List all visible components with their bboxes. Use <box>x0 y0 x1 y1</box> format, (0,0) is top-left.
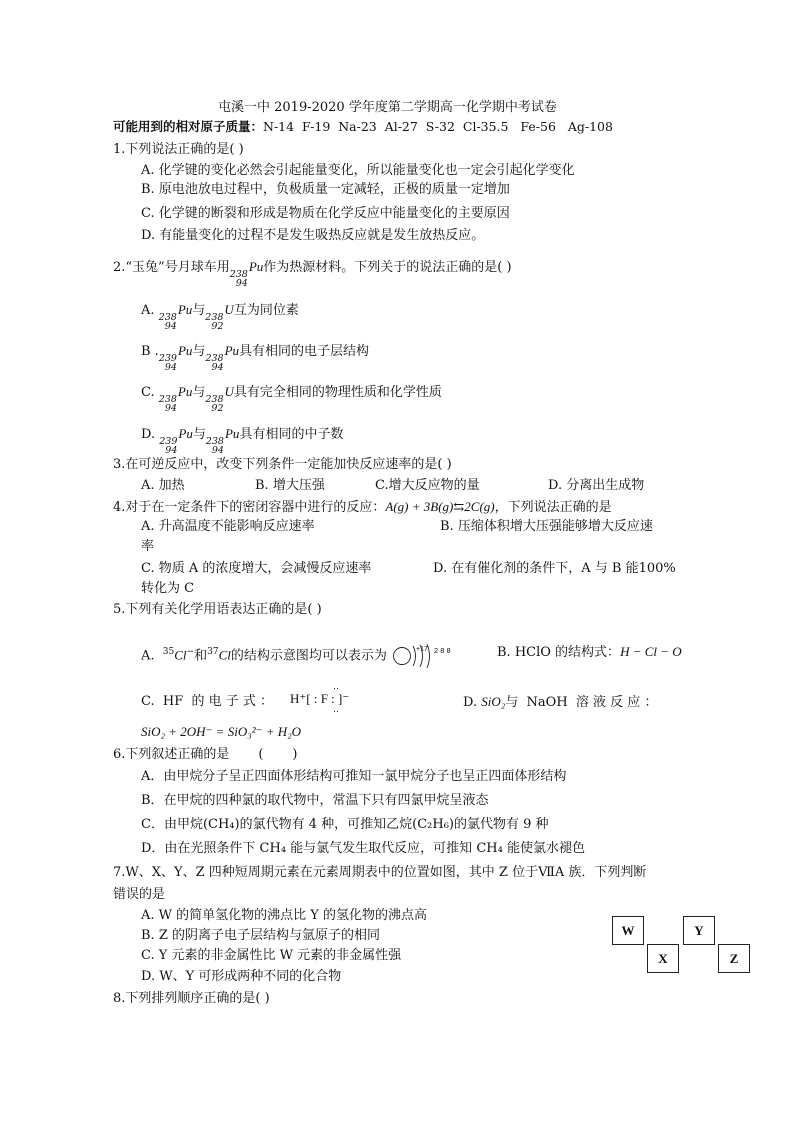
q6-stem: 6.下列叙述正确的是 ( ) <box>113 747 298 762</box>
q1-option-a: A. 化学键的变化必然会引起能量变化，所以能量变化也一定会引起化学变化 <box>141 163 575 178</box>
atom-shell-counts: 2 8 8 <box>434 646 451 655</box>
q7-option-b: B. Z 的阴离子电子层结构与氩原子的相同 <box>141 928 380 943</box>
q5-option-c: C. HF 的 电 子 式 ： <box>141 694 274 709</box>
q7-stem: 7.W、X、Y、Z 四种短周期元素在元素周期表中的位置如图，其中 Z 位于ⅦA 族．下列判断 <box>113 865 647 880</box>
atomic-mass-line <box>113 118 613 136</box>
q8-stem: 8.下列排列顺序正确的是( ) <box>113 991 270 1006</box>
q4-stem: 4.对于在一定条件下的密闭容器中进行的反应：A(g) + 3B(g)⇆2C(g)，下列说法正确的是 <box>113 499 612 515</box>
q7-option-c: C. Y 元素的非金属性比 W 元素的非金属性强 <box>141 948 402 963</box>
q2-stem <box>113 258 512 288</box>
q4-option-d-cont: 转化为 C <box>141 581 195 596</box>
q7-option-a: A. W 的简单氢化物的沸点比 Y 的氢化物的沸点高 <box>141 908 427 923</box>
pu238-isotope: 238 94 <box>229 269 248 289</box>
q2-stem-post: 作为热源材料。下列关于的说法正确的是( ) <box>263 260 512 275</box>
q1-option-c: C. 化学键的断裂和形成是物质在化学反应中能量变化的主要原因 <box>141 206 510 221</box>
q3-option-a: A. 加热 <box>141 478 185 493</box>
q7-stem-cont: 错误的是 <box>113 887 166 902</box>
pu-symbol: Pu <box>248 259 264 274</box>
q2-stem-pre: 2.“玉兔”号月球车用 <box>113 260 230 275</box>
q1-option-d: D. 有能量变化的过程不是发生吸热反应就是发生放热反应。 <box>141 228 485 243</box>
atomic-mass-values: N-14 F-19 Na-23 Al-27 S-32 Cl-35.5 Fe-56 Ag-108 <box>263 119 613 134</box>
q5-option-a: A. $^{35}$Cl−和$^{37}$Cl的结构示意图均可以表示为 <box>141 641 439 671</box>
atom-nucleus-label: +17 <box>416 646 428 653</box>
q5-stem: 5.下列有关化学用语表达正确的是( ) <box>113 602 322 617</box>
q4-option-d: D. 在有催化剂的条件下，A 与 B 能100% <box>433 561 676 576</box>
q4-option-a: A. 升高温度不能影响反应速率 <box>141 519 315 534</box>
q3-stem: 3.在可逆反应中，改变下列条件一定能加快反应速率的是( ) <box>113 457 452 472</box>
sio2-naoh-equation: SiO₂ + 2OH⁻ = SiO₃²⁻ + H₂O <box>141 724 302 739</box>
q6-option-c: C．由甲烷(CH₄)的氯代物有 4 种，可推知乙烷(C₂H₆)的氯代物有 9 种 <box>141 817 549 832</box>
q4-option-c: C. 物质 A 的浓度增大，会减慢反应速率 <box>141 561 372 576</box>
q5-option-b: B. HClO 的结构式：H − Cl − O <box>497 644 682 660</box>
q3-option-c: C.增大反应物的量 <box>375 478 480 493</box>
hclo-structural-formula: H − Cl − O <box>620 644 682 659</box>
q2-option-d: D. 239 94 Pu与 238 94 Pu具有相同的中子数 <box>141 426 344 456</box>
q5-option-d: D. SiO₂与 NaOH 溶 液 反 应 ： <box>463 694 658 710</box>
q4-option-b: B. 压缩体积增大压强能够增大反应速 <box>440 519 653 534</box>
periodic-cell-x: X <box>647 944 679 973</box>
q3-option-b: B. 增大压强 <box>255 478 325 493</box>
periodic-cell-y: Y <box>683 916 715 945</box>
atomic-mass-label: 可能用到的相对原子质量： <box>113 119 264 134</box>
q4-option-b-cont: 率 <box>141 539 155 554</box>
q6-option-a: A．由甲烷分子呈正四面体形结构可推知一氯甲烷分子也呈正四面体形结构 <box>141 769 567 784</box>
q6-option-d: D．由在光照条件下 CH₄ 能与氯气发生取代反应，可推知 CH₄ 能使氯水褪色 <box>141 841 585 856</box>
q7-option-d: D. W、Y 可形成两种不同的化合物 <box>141 969 342 984</box>
q1-stem: 1.下列说法正确的是( ) <box>113 142 244 157</box>
q2-option-a: A. 238 94 Pu与 238 92 U互为同位素 <box>141 302 299 332</box>
q4-equation: A(g) + 3B(g)⇆2C(g) <box>385 499 495 514</box>
periodic-cell-w: W <box>612 916 644 945</box>
q2-option-b: B . 239 94 Pu与 238 94 Pu具有相同的电子层结构 <box>141 343 370 373</box>
paper-title: 屯溪一中 2019-2020 学年度第二学期高一化学期中考试卷 <box>218 100 557 115</box>
periodic-cell-z: Z <box>718 944 750 973</box>
q1-option-b: B. 原电池放电过程中，负极质量一定减轻，正极的质量一定增加 <box>141 182 510 197</box>
q6-option-b: B．在甲烷的四种氯的取代物中，常温下只有四氯甲烷呈液态 <box>141 793 489 808</box>
q3-option-d: D. 分离出生成物 <box>548 478 645 493</box>
q2-option-c: C. 238 94 Pu与 238 92 U具有完全相同的物理性质和化学性质 <box>141 384 442 414</box>
